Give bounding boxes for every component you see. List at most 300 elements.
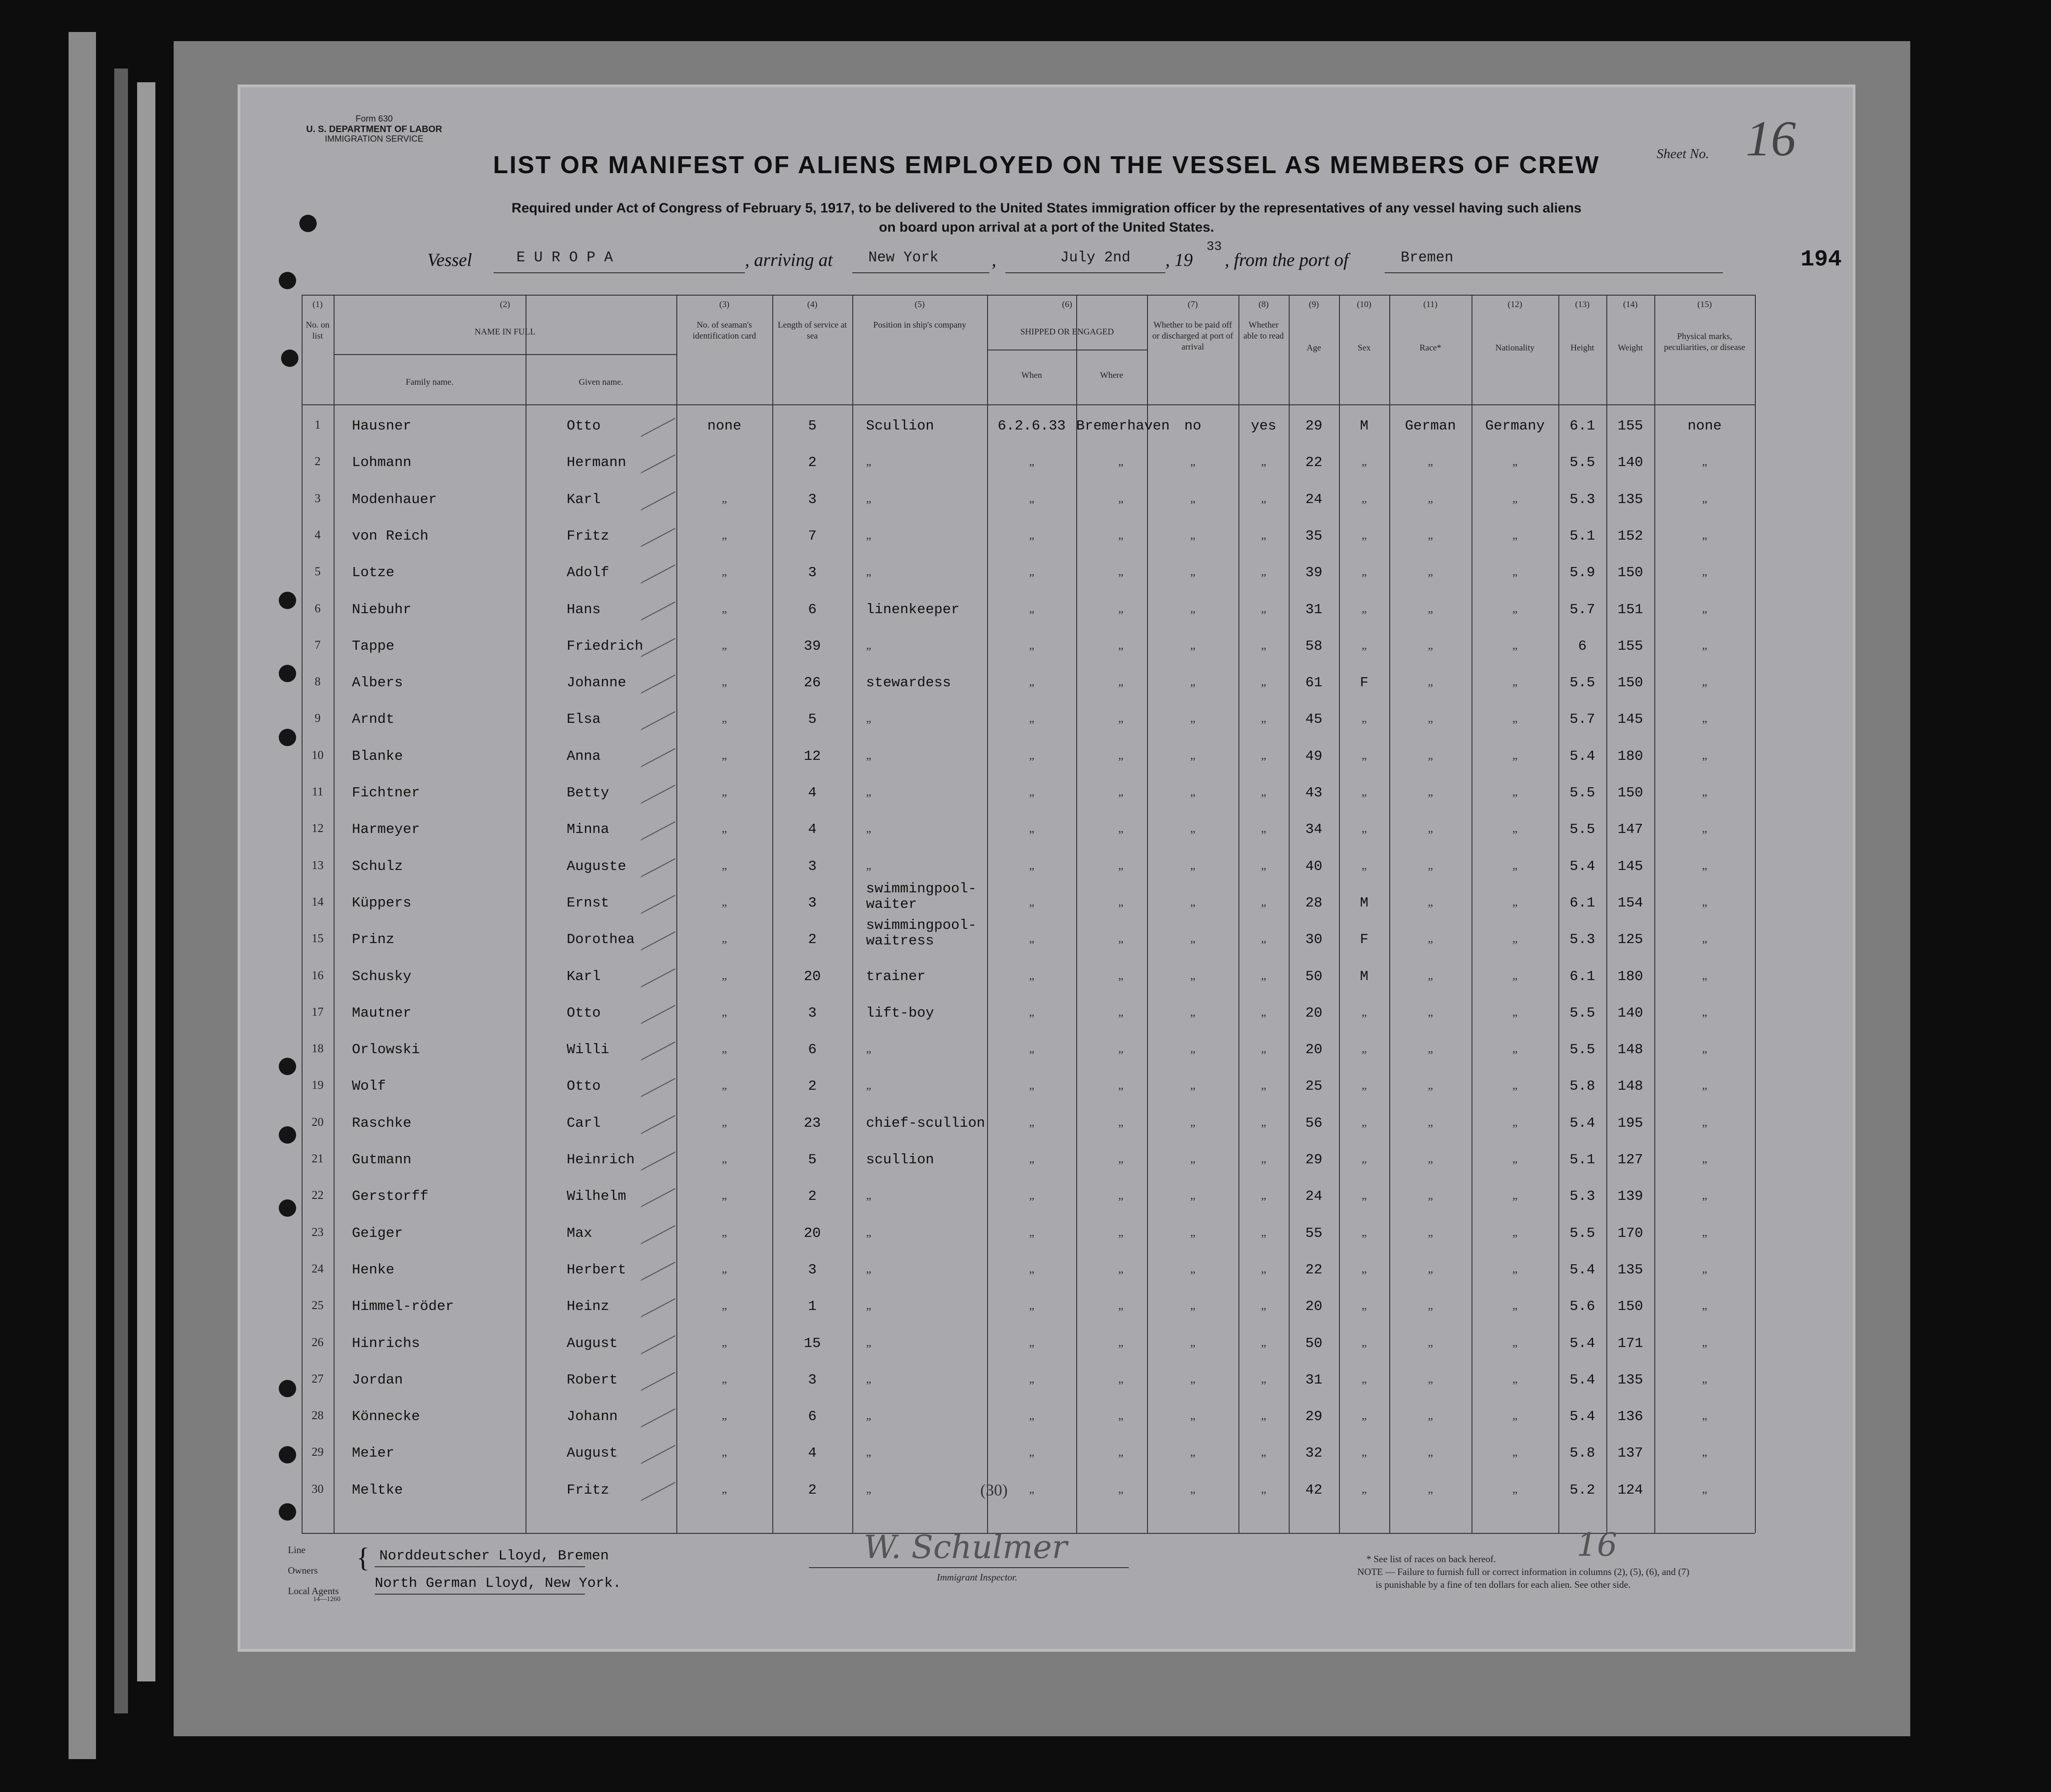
cell-nationality: „ — [1512, 638, 1518, 652]
cell-paid: „ — [1190, 565, 1196, 578]
cell-no: 5 — [314, 565, 321, 578]
cell-age: 58 — [1305, 638, 1323, 654]
cell-read: „ — [1261, 638, 1266, 652]
cell-marks: „ — [1702, 932, 1707, 945]
cell-marks: „ — [1702, 822, 1707, 835]
cell-given: Karl — [567, 968, 601, 985]
cell-nationality: „ — [1512, 1335, 1518, 1349]
cell-card: „ — [722, 638, 727, 652]
cell-race: „ — [1428, 1115, 1433, 1129]
cell-read: „ — [1261, 822, 1266, 835]
cell-no: 10 — [312, 748, 324, 762]
cell-race: „ — [1428, 1445, 1433, 1459]
cell-nationality: „ — [1512, 1115, 1518, 1129]
penalty-note-1: NOTE — Failure to furnish full or correct information in columns (2), (5), (6), and (7) — [1357, 1566, 1690, 1577]
cell-sex: M — [1360, 895, 1369, 911]
cell-paid: „ — [1190, 895, 1196, 908]
cell-height: 5.7 — [1569, 601, 1595, 618]
cell-sex: „ — [1361, 1005, 1367, 1018]
cell-when: „ — [1029, 1225, 1035, 1239]
cell-sex: „ — [1361, 565, 1367, 578]
line-label: Line — [288, 1544, 306, 1555]
cell-paid: „ — [1190, 675, 1196, 689]
cell-service: 26 — [803, 675, 821, 691]
cell-sex: „ — [1361, 528, 1367, 541]
cell-marks: „ — [1702, 1299, 1707, 1312]
cell-when: „ — [1029, 1482, 1035, 1495]
table-row — [238, 1482, 1855, 1519]
cell-height: 5.3 — [1569, 491, 1595, 508]
cell-no: 14 — [312, 895, 324, 908]
cell-sex: „ — [1361, 1409, 1367, 1422]
cell-family: Orlowski — [352, 1042, 420, 1058]
cell-where: Bremerhaven — [1076, 418, 1170, 434]
cell-sex: „ — [1361, 638, 1367, 652]
cell-when: „ — [1029, 675, 1035, 689]
cell-nationality: „ — [1512, 1372, 1518, 1385]
cell-race: „ — [1428, 1188, 1433, 1202]
col-header-nationality: Nationality — [1495, 343, 1535, 353]
cell-marks: „ — [1702, 1115, 1707, 1129]
cell-read: „ — [1261, 1078, 1266, 1092]
cell-read: „ — [1261, 1152, 1266, 1165]
cell-weight: 154 — [1617, 895, 1643, 911]
cell-race: German — [1405, 418, 1456, 434]
cell-when: „ — [1029, 1299, 1035, 1312]
cell-family: Meier — [352, 1445, 395, 1462]
cell-card: „ — [722, 1335, 727, 1349]
cell-family: Prinz — [352, 932, 395, 948]
cell-weight: 147 — [1617, 822, 1643, 838]
cell-family: Gutmann — [352, 1152, 412, 1168]
cell-weight: 150 — [1617, 675, 1643, 691]
cell-sex: „ — [1361, 785, 1367, 798]
cell-marks: „ — [1702, 858, 1707, 872]
table-row — [238, 1078, 1855, 1115]
cell-service: 23 — [803, 1115, 821, 1131]
cell-given: Auguste — [567, 858, 627, 875]
cell-no: 30 — [312, 1482, 324, 1495]
cell-no: 8 — [314, 675, 321, 689]
cell-given: Willi — [567, 1042, 610, 1058]
cell-when: „ — [1029, 565, 1035, 578]
col-header-nationality-number: (12) — [1508, 300, 1522, 309]
cell-no: 28 — [312, 1409, 324, 1422]
cell-card: „ — [722, 1152, 727, 1165]
count-note: (30) — [980, 1481, 1008, 1499]
cell-family: Henke — [352, 1262, 395, 1278]
cell-read: „ — [1261, 601, 1266, 615]
cell-position: „ — [866, 711, 871, 725]
cell-where: „ — [1118, 1299, 1124, 1312]
col-header-shipped-number: (6) — [1062, 300, 1073, 309]
cell-age: 29 — [1305, 418, 1323, 434]
from-port: Bremen — [1401, 249, 1454, 266]
cell-paid: „ — [1190, 822, 1196, 835]
cell-where: „ — [1118, 1225, 1124, 1239]
cell-read: „ — [1261, 1225, 1266, 1239]
cell-age: 31 — [1305, 601, 1323, 618]
cell-where: „ — [1118, 1115, 1124, 1129]
cell-position: „ — [866, 1188, 871, 1202]
col-header-service-number: (4) — [807, 300, 818, 309]
cell-where: „ — [1118, 491, 1124, 505]
cell-no: 9 — [314, 711, 321, 725]
cell-age: 31 — [1305, 1372, 1323, 1388]
cell-given: Heinrich — [567, 1152, 635, 1168]
cell-weight: 150 — [1617, 785, 1643, 801]
cell-family: von Reich — [352, 528, 429, 544]
sheet-label: Sheet No. — [1657, 146, 1709, 161]
cell-nationality: „ — [1512, 1225, 1518, 1239]
cell-card: „ — [722, 1005, 727, 1018]
cell-race: „ — [1428, 601, 1433, 615]
col-header-given: Given name. — [579, 377, 623, 387]
col-header-number: No. on list — [306, 320, 329, 341]
cell-age: 25 — [1305, 1078, 1323, 1095]
cell-where: „ — [1118, 748, 1124, 762]
cell-marks: „ — [1702, 601, 1707, 615]
cell-no: 22 — [312, 1188, 324, 1202]
cell-family: Schulz — [352, 858, 403, 875]
cell-paid: „ — [1190, 968, 1196, 982]
cell-weight: 135 — [1617, 1372, 1643, 1388]
cell-no: 25 — [312, 1299, 324, 1312]
table-row — [238, 565, 1855, 601]
table-row — [238, 822, 1855, 858]
cell-race: „ — [1428, 638, 1433, 652]
cell-position: „ — [866, 565, 871, 578]
cell-paid: „ — [1190, 1445, 1196, 1459]
cell-service: 3 — [808, 1262, 817, 1278]
cell-when: „ — [1029, 1335, 1035, 1349]
cell-where: „ — [1118, 638, 1124, 652]
form-header — [306, 114, 442, 144]
cell-given: Anna — [567, 748, 601, 764]
cell-race: „ — [1428, 1042, 1433, 1055]
cell-marks: „ — [1702, 1152, 1707, 1165]
cell-age: 56 — [1305, 1115, 1323, 1131]
cell-when: „ — [1029, 1005, 1035, 1018]
cell-service: 4 — [808, 822, 817, 838]
cell-sex: „ — [1361, 822, 1367, 835]
cell-family: Hinrichs — [352, 1335, 420, 1352]
cell-marks: „ — [1702, 1042, 1707, 1055]
cell-position: „ — [866, 1262, 871, 1275]
table-row — [238, 880, 1855, 932]
cell-height: 5.4 — [1569, 1335, 1595, 1352]
cell-race: „ — [1428, 1225, 1433, 1239]
cell-when: „ — [1029, 1115, 1035, 1129]
cell-race: „ — [1428, 1372, 1433, 1385]
cell-nationality: „ — [1512, 1299, 1518, 1312]
cell-marks: „ — [1702, 675, 1707, 689]
cell-family: Küppers — [352, 895, 412, 911]
col-header-position-number: (5) — [914, 300, 925, 309]
cell-when: „ — [1029, 1078, 1035, 1092]
department: U. S. DEPARTMENT OF LABOR — [306, 124, 442, 134]
cell-paid: „ — [1190, 1078, 1196, 1092]
cell-height: 5.5 — [1569, 675, 1595, 691]
cell-height: 6 — [1578, 638, 1587, 654]
cell-age: 22 — [1305, 1262, 1323, 1278]
cell-read: „ — [1261, 1409, 1266, 1422]
cell-position: „ — [866, 528, 871, 541]
cell-card: „ — [722, 1225, 727, 1239]
table-row — [238, 1262, 1855, 1299]
cell-age: 61 — [1305, 675, 1323, 691]
col-header-read: Whether able to read — [1243, 320, 1284, 341]
cell-race: „ — [1428, 1482, 1433, 1495]
cell-position: „ — [866, 748, 871, 762]
cell-no: 21 — [312, 1152, 324, 1165]
cell-marks: „ — [1702, 1225, 1707, 1239]
cell-position: „ — [866, 1225, 871, 1239]
table-row — [238, 418, 1855, 455]
col-header-marks: Physical marks, peculiarities, or disease — [1664, 332, 1745, 352]
cell-given: August — [567, 1445, 618, 1462]
punch-hole — [281, 350, 298, 367]
cell-marks: „ — [1702, 1005, 1707, 1018]
cell-given: Wilhelm — [567, 1188, 627, 1205]
cell-height: 5.8 — [1569, 1078, 1595, 1095]
cell-weight: 171 — [1617, 1335, 1643, 1352]
cell-given: Hans — [567, 601, 601, 618]
cell-given: Karl — [567, 491, 601, 508]
subtitle-line-2: on board upon arrival at a port of the United States. — [879, 220, 1214, 235]
cell-sex: „ — [1361, 1115, 1367, 1129]
cell-family: Gerstorff — [352, 1188, 429, 1205]
from-label: , from the port of — [1225, 249, 1349, 270]
cell-race: „ — [1428, 528, 1433, 541]
cell-when: „ — [1029, 748, 1035, 762]
cell-read: „ — [1261, 1335, 1266, 1349]
cell-height: 5.5 — [1569, 455, 1595, 471]
manifest-footer: Line Owners Local Agents 14—1260 { Norddeutscher Lloyd, Bremen North German Lloyd, New York. W. Schulmer Immigrant Inspector. 16 * See list of races on back hereof. NOTE — Failure to furnish full or correct information in columns (2), (5), (6), and (7) is punishable by a fine of ten dollars for each alien. See other side. — [288, 1526, 1690, 1603]
cell-race: „ — [1428, 1409, 1433, 1422]
cell-service: 7 — [808, 528, 817, 544]
cell-service: 15 — [803, 1335, 821, 1352]
cell-family: Arndt — [352, 711, 395, 728]
cell-age: 20 — [1305, 1299, 1323, 1315]
cell-service: 6 — [808, 601, 817, 618]
cell-height: 5.9 — [1569, 565, 1595, 581]
cell-nationality: „ — [1512, 711, 1518, 725]
cell-paid: „ — [1190, 785, 1196, 798]
cell-weight: 155 — [1617, 418, 1643, 434]
cell-where: „ — [1118, 601, 1124, 615]
cell-read: „ — [1261, 675, 1266, 689]
cell-height: 5.7 — [1569, 711, 1595, 728]
vessel-label: Vessel — [427, 249, 472, 270]
cell-marks: „ — [1702, 1409, 1707, 1422]
cell-weight: 136 — [1617, 1409, 1643, 1425]
cell-height: 5.5 — [1569, 785, 1595, 801]
cell-marks: „ — [1702, 748, 1707, 762]
cell-given: Carl — [567, 1115, 601, 1131]
cell-weight: 180 — [1617, 968, 1643, 985]
cell-paid: „ — [1190, 1225, 1196, 1239]
cell-sex: F — [1360, 675, 1369, 691]
cell-age: 24 — [1305, 1188, 1323, 1205]
cell-card: „ — [722, 1372, 727, 1385]
cell-marks: „ — [1702, 1335, 1707, 1349]
cell-marks: „ — [1702, 455, 1707, 468]
col-header-card: No. of seaman's identification card — [692, 320, 756, 341]
year-prefix: , 19 — [1165, 249, 1193, 270]
cell-read: „ — [1261, 785, 1266, 798]
cell-sex: M — [1360, 968, 1369, 985]
cell-paid: „ — [1190, 1335, 1196, 1349]
col-header-when: When — [1021, 371, 1042, 380]
table-row — [238, 1115, 1855, 1152]
cell-paid: „ — [1190, 748, 1196, 762]
table-row — [238, 492, 1855, 528]
races-note: * See list of races on back hereof. — [1366, 1553, 1496, 1564]
cell-weight: 180 — [1617, 748, 1643, 764]
binder-pages — [137, 82, 155, 1681]
cell-weight: 127 — [1617, 1152, 1643, 1168]
cell-weight: 140 — [1617, 1005, 1643, 1021]
cell-given: Otto — [567, 1005, 601, 1021]
manifest-sheet — [238, 85, 1855, 1652]
cell-sex: „ — [1361, 1078, 1367, 1092]
cell-race: „ — [1428, 785, 1433, 798]
cell-when: „ — [1029, 822, 1035, 835]
cell-card: „ — [722, 1262, 727, 1275]
cell-paid: no — [1184, 418, 1201, 434]
col-header-age: Age — [1307, 343, 1321, 353]
cell-race: „ — [1428, 1078, 1433, 1092]
manifest-title: LIST OR MANIFEST OF ALIENS EMPLOYED ON THE VESSEL AS MEMBERS OF CREW — [493, 151, 1600, 179]
cell-weight: 150 — [1617, 565, 1643, 581]
cell-card: „ — [722, 858, 727, 872]
cell-sex: „ — [1361, 491, 1367, 505]
cell-where: „ — [1118, 711, 1124, 725]
cell-paid: „ — [1190, 455, 1196, 468]
cell-race: „ — [1428, 858, 1433, 872]
cell-card: „ — [722, 1188, 727, 1202]
name-subheader-rule — [334, 354, 676, 355]
cell-given: Ernst — [567, 895, 610, 911]
cell-where: „ — [1118, 785, 1124, 798]
cell-no: 23 — [312, 1225, 324, 1239]
cell-age: 22 — [1305, 455, 1323, 471]
cell-no: 1 — [314, 418, 321, 431]
table-row — [238, 528, 1855, 565]
cell-nationality: „ — [1512, 858, 1518, 872]
cell-given: Robert — [567, 1372, 618, 1388]
cell-no: 18 — [312, 1042, 324, 1055]
cell-marks: „ — [1702, 1482, 1707, 1495]
cell-nationality: „ — [1512, 1482, 1518, 1495]
cell-service: 6 — [808, 1042, 817, 1058]
cell-service: 2 — [808, 1188, 817, 1205]
col-header-height-number: (13) — [1575, 300, 1590, 309]
cell-race: „ — [1428, 1152, 1433, 1165]
cell-sex: M — [1360, 418, 1369, 434]
vessel-name: E U R O P A — [516, 249, 613, 266]
cell-card: „ — [722, 1409, 727, 1422]
cell-where: „ — [1118, 455, 1124, 468]
cell-service: 4 — [808, 785, 817, 801]
cell-card: „ — [722, 491, 727, 505]
cell-marks: „ — [1702, 968, 1707, 982]
table-row — [238, 1005, 1855, 1042]
service: IMMIGRATION SERVICE — [324, 134, 424, 144]
cell-service: 2 — [808, 932, 817, 948]
cell-height: 5.1 — [1569, 528, 1595, 544]
cell-read: „ — [1261, 968, 1266, 982]
cell-sex: „ — [1361, 1372, 1367, 1385]
table-row — [238, 1188, 1855, 1225]
cell-weight: 135 — [1617, 1262, 1643, 1278]
date-underline — [1005, 272, 1165, 273]
cell-where: „ — [1118, 1005, 1124, 1018]
cell-height: 5.2 — [1569, 1482, 1595, 1498]
cell-sex: „ — [1361, 1042, 1367, 1055]
table-row — [238, 1336, 1855, 1372]
cell-where: „ — [1118, 1188, 1124, 1202]
cell-race: „ — [1428, 565, 1433, 578]
cell-family: Geiger — [352, 1225, 403, 1241]
cell-when: „ — [1029, 528, 1035, 541]
cell-card: „ — [722, 822, 727, 835]
cell-service: 5 — [808, 711, 817, 728]
cell-age: 29 — [1305, 1152, 1323, 1168]
cell-height: 5.4 — [1569, 748, 1595, 764]
cell-when: „ — [1029, 1188, 1035, 1202]
manifest-subtitle — [430, 199, 1663, 237]
cell-nationality: „ — [1512, 1445, 1518, 1459]
cell-nationality: „ — [1512, 785, 1518, 798]
cell-card: „ — [722, 711, 727, 725]
cell-no: 20 — [312, 1115, 324, 1129]
cell-given: Friedrich — [567, 638, 643, 654]
cell-marks: „ — [1702, 1078, 1707, 1092]
cell-where: „ — [1118, 1482, 1124, 1495]
owners-label: Owners — [288, 1565, 318, 1576]
cell-age: 35 — [1305, 528, 1323, 544]
cell-read: „ — [1261, 748, 1266, 762]
cell-card: „ — [722, 1078, 727, 1092]
cell-given: Johann — [567, 1409, 618, 1425]
line-owner: Norddeutscher Lloyd, Bremen — [379, 1548, 609, 1564]
cell-when: „ — [1029, 1042, 1035, 1055]
cell-given: Dorothea — [567, 932, 635, 948]
cell-nationality: „ — [1512, 1042, 1518, 1055]
cell-when: „ — [1029, 638, 1035, 652]
cell-no: 13 — [312, 858, 324, 872]
table-row — [238, 1409, 1855, 1445]
cell-position: „ — [866, 1299, 871, 1312]
cell-given: Otto — [567, 1078, 601, 1095]
cell-age: 45 — [1305, 711, 1323, 728]
agents-label: Local Agents — [288, 1585, 339, 1596]
cell-when: „ — [1029, 785, 1035, 798]
col-header-height: Height — [1570, 343, 1594, 353]
cell-given: Betty — [567, 785, 610, 801]
cell-where: „ — [1118, 675, 1124, 689]
cell-service: 12 — [803, 748, 821, 764]
cell-position: „ — [866, 1409, 871, 1422]
cell-sex: „ — [1361, 1188, 1367, 1202]
cell-position: stewardess — [866, 675, 951, 691]
table-row — [238, 1445, 1855, 1482]
cell-paid: „ — [1190, 932, 1196, 945]
cell-nationality: „ — [1512, 1005, 1518, 1018]
cell-read: „ — [1261, 895, 1266, 908]
